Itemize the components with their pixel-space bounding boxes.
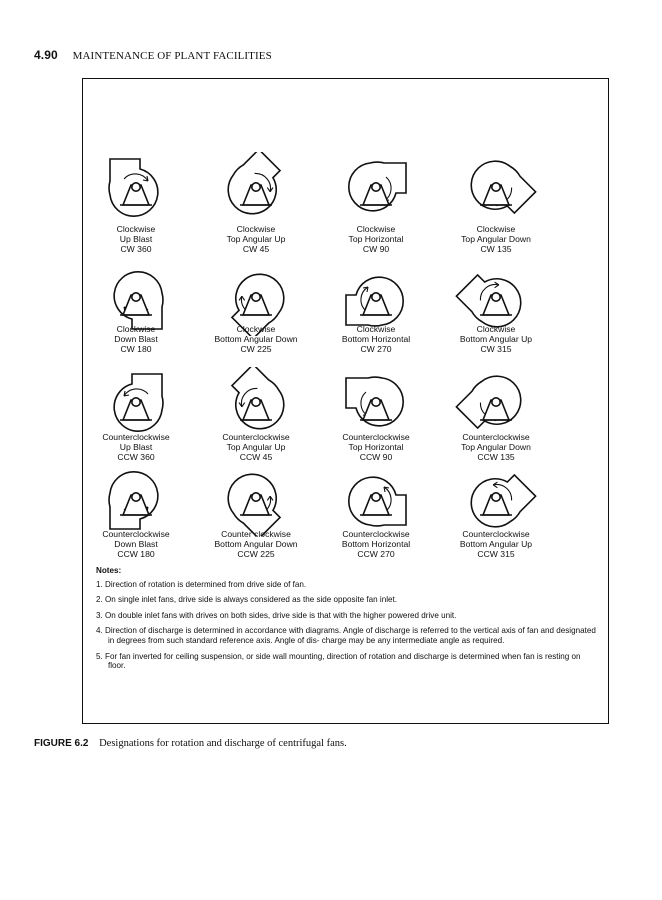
shaft-hub — [132, 293, 140, 301]
fan-label-ccw-360 — [71, 432, 201, 463]
fan-icon — [208, 152, 304, 226]
fan-label-cw-45 — [191, 224, 321, 255]
shaft-hub — [372, 293, 380, 301]
fan-label-code: CW 135 — [480, 244, 512, 255]
fan-label-position: Bottom Angular Up — [459, 539, 533, 550]
fan-label-ccw-45 — [191, 432, 321, 463]
figure-caption-text: Designations for rotation and discharge of centrifugal fans. — [99, 738, 347, 749]
fan-label-cw-315 — [431, 324, 561, 355]
note-5: 5. For fan inverted for ceiling suspension, or side wall mounting, direction of rotation and discharge is determined when fan is resting on floor. — [96, 651, 581, 671]
shaft-hub — [372, 183, 380, 191]
fan-label-direction: Counterclockwise — [462, 529, 530, 539]
notes-title: Notes: — [96, 566, 122, 575]
shaft-hub — [492, 183, 500, 191]
fan-label-code: CW 45 — [242, 244, 270, 255]
fan-diagram-cw-135 — [448, 152, 544, 226]
fan-diagram-ccw-360 — [88, 367, 184, 441]
fan-icon — [448, 367, 544, 441]
fan-label-direction: Clockwise — [476, 324, 516, 334]
fan-label-ccw-270 — [311, 529, 441, 560]
fan-label-position: Top Angular Up — [226, 442, 286, 453]
fan-diagram-cw-90 — [328, 152, 424, 226]
fan-label-position: Top Angular Down — [461, 234, 531, 245]
fan-label-direction: Counterclockwise — [102, 529, 170, 539]
fan-icon — [88, 462, 184, 536]
fan-label-code: CCW 90 — [359, 452, 393, 463]
note-4: 4. Direction of discharge is determined in accordance with diagrams. Angle of discharge is referred to the vertical axis of fan and designated in degrees from such standard reference axis. Angle of dis- charge may be any intermediate angle as required. — [96, 626, 596, 645]
fan-label-ccw-225 — [191, 529, 321, 560]
fan-label-code: CCW 45 — [239, 452, 273, 463]
fan-label-ccw-315 — [431, 529, 561, 560]
fan-diagram-ccw-180 — [88, 462, 184, 536]
fan-label-direction: Counterclockwise — [342, 529, 410, 539]
fan-label-cw-90 — [311, 224, 441, 255]
fan-icon — [88, 152, 184, 226]
fan-label-code: CCW 180 — [117, 549, 155, 560]
shaft-hub — [372, 398, 380, 406]
fan-label-position: Bottom Angular Down — [214, 539, 298, 550]
shaft-hub — [132, 183, 140, 191]
fan-icon — [448, 152, 544, 226]
fan-label-position: Bottom Horizontal — [341, 334, 411, 345]
fan-diagram-ccw-225 — [208, 462, 304, 536]
fan-diagram-ccw-270 — [328, 462, 424, 536]
fan-icon — [448, 462, 544, 536]
shaft-hub — [492, 293, 500, 301]
fan-label-direction: Clockwise — [476, 224, 516, 234]
fan-label-position: Top Angular Up — [226, 234, 286, 245]
fan-label-position: Bottom Angular Up — [459, 334, 533, 345]
fan-label-direction: Counterclockwise — [462, 432, 530, 442]
fan-label-code: CW 270 — [360, 344, 392, 355]
fan-label-code: CW 360 — [120, 244, 152, 255]
fan-label-cw-360 — [71, 224, 201, 255]
fan-label-direction: Clockwise — [356, 324, 396, 334]
fan-label-position: Top Horizontal — [348, 234, 404, 245]
fan-icon — [88, 367, 184, 441]
fan-label-direction: Counter clockwise — [221, 529, 291, 539]
fan-diagram-ccw-45 — [208, 367, 304, 441]
fan-diagram-cw-360 — [88, 152, 184, 226]
fan-label-ccw-180 — [71, 529, 201, 560]
fan-label-code: CW 225 — [240, 344, 272, 355]
fan-label-position: Up Blast — [119, 234, 153, 245]
note-3: 3. On double inlet fans with drives on both sides, drive side is that with the higher powered drive unit. — [96, 610, 457, 620]
fan-label-ccw-135 — [431, 432, 561, 463]
fan-icon — [208, 462, 304, 536]
fan-label-cw-180 — [71, 324, 201, 355]
fan-label-ccw-90 — [311, 432, 441, 463]
fan-icon — [328, 152, 424, 226]
notes-block — [96, 566, 596, 677]
fan-label-position: Bottom Horizontal — [341, 539, 411, 550]
fan-label-position: Down Blast — [114, 539, 158, 550]
fan-label-direction: Clockwise — [236, 324, 276, 334]
fan-label-direction: Clockwise — [116, 224, 156, 234]
fan-label-cw-270 — [311, 324, 441, 355]
fan-icon — [328, 462, 424, 536]
fan-diagram-ccw-315 — [448, 462, 544, 536]
fan-label-cw-135 — [431, 224, 561, 255]
fan-label-position: Up Blast — [119, 442, 153, 453]
fan-label-code: CW 315 — [480, 344, 512, 355]
shaft-hub — [252, 493, 260, 501]
figure-label: FIGURE 6.2 — [34, 738, 89, 749]
shaft-hub — [132, 493, 140, 501]
note-2: 2. On single inlet fans, drive side is always considered as the side opposite fan inlet. — [96, 595, 397, 605]
shaft-hub — [492, 493, 500, 501]
fan-label-position: Down Blast — [114, 334, 158, 345]
fan-diagram-cw-45 — [208, 152, 304, 226]
page-number: 4.90 — [34, 48, 58, 62]
fan-label-position: Bottom Angular Down — [214, 334, 298, 345]
fan-label-direction: Clockwise — [356, 224, 396, 234]
fan-label-direction: Counterclockwise — [342, 432, 410, 442]
fan-diagram-ccw-135 — [448, 367, 544, 441]
fan-label-code: CCW 360 — [117, 452, 155, 463]
fan-label-direction: Counterclockwise — [102, 432, 170, 442]
note-1: 1. Direction of rotation is determined from drive side of fan. — [96, 579, 307, 589]
fan-label-code: CCW 270 — [357, 549, 395, 560]
shaft-hub — [132, 398, 140, 406]
fan-diagram-ccw-90 — [328, 367, 424, 441]
fan-label-code: CW 90 — [362, 244, 390, 255]
fan-icon — [328, 367, 424, 441]
shaft-hub — [372, 493, 380, 501]
running-title: MAINTENANCE OF PLANT FACILITIES — [72, 50, 272, 62]
fan-label-code: CW 180 — [120, 344, 152, 355]
shaft-hub — [492, 398, 500, 406]
fan-label-code: CCW 225 — [237, 549, 275, 560]
fan-label-position: Top Horizontal — [348, 442, 404, 453]
fan-label-direction: Counterclockwise — [222, 432, 290, 442]
fan-label-direction: Clockwise — [236, 224, 276, 234]
fan-label-direction: Clockwise — [116, 324, 156, 334]
fan-label-cw-225 — [191, 324, 321, 355]
shaft-hub — [252, 293, 260, 301]
figure-caption — [34, 738, 347, 749]
page-header — [34, 48, 272, 62]
fan-label-code: CCW 315 — [477, 549, 515, 560]
fan-label-position: Top Angular Down — [461, 442, 531, 453]
fan-icon — [208, 367, 304, 441]
shaft-hub — [252, 183, 260, 191]
fan-label-code: CCW 135 — [477, 452, 515, 463]
shaft-hub — [252, 398, 260, 406]
